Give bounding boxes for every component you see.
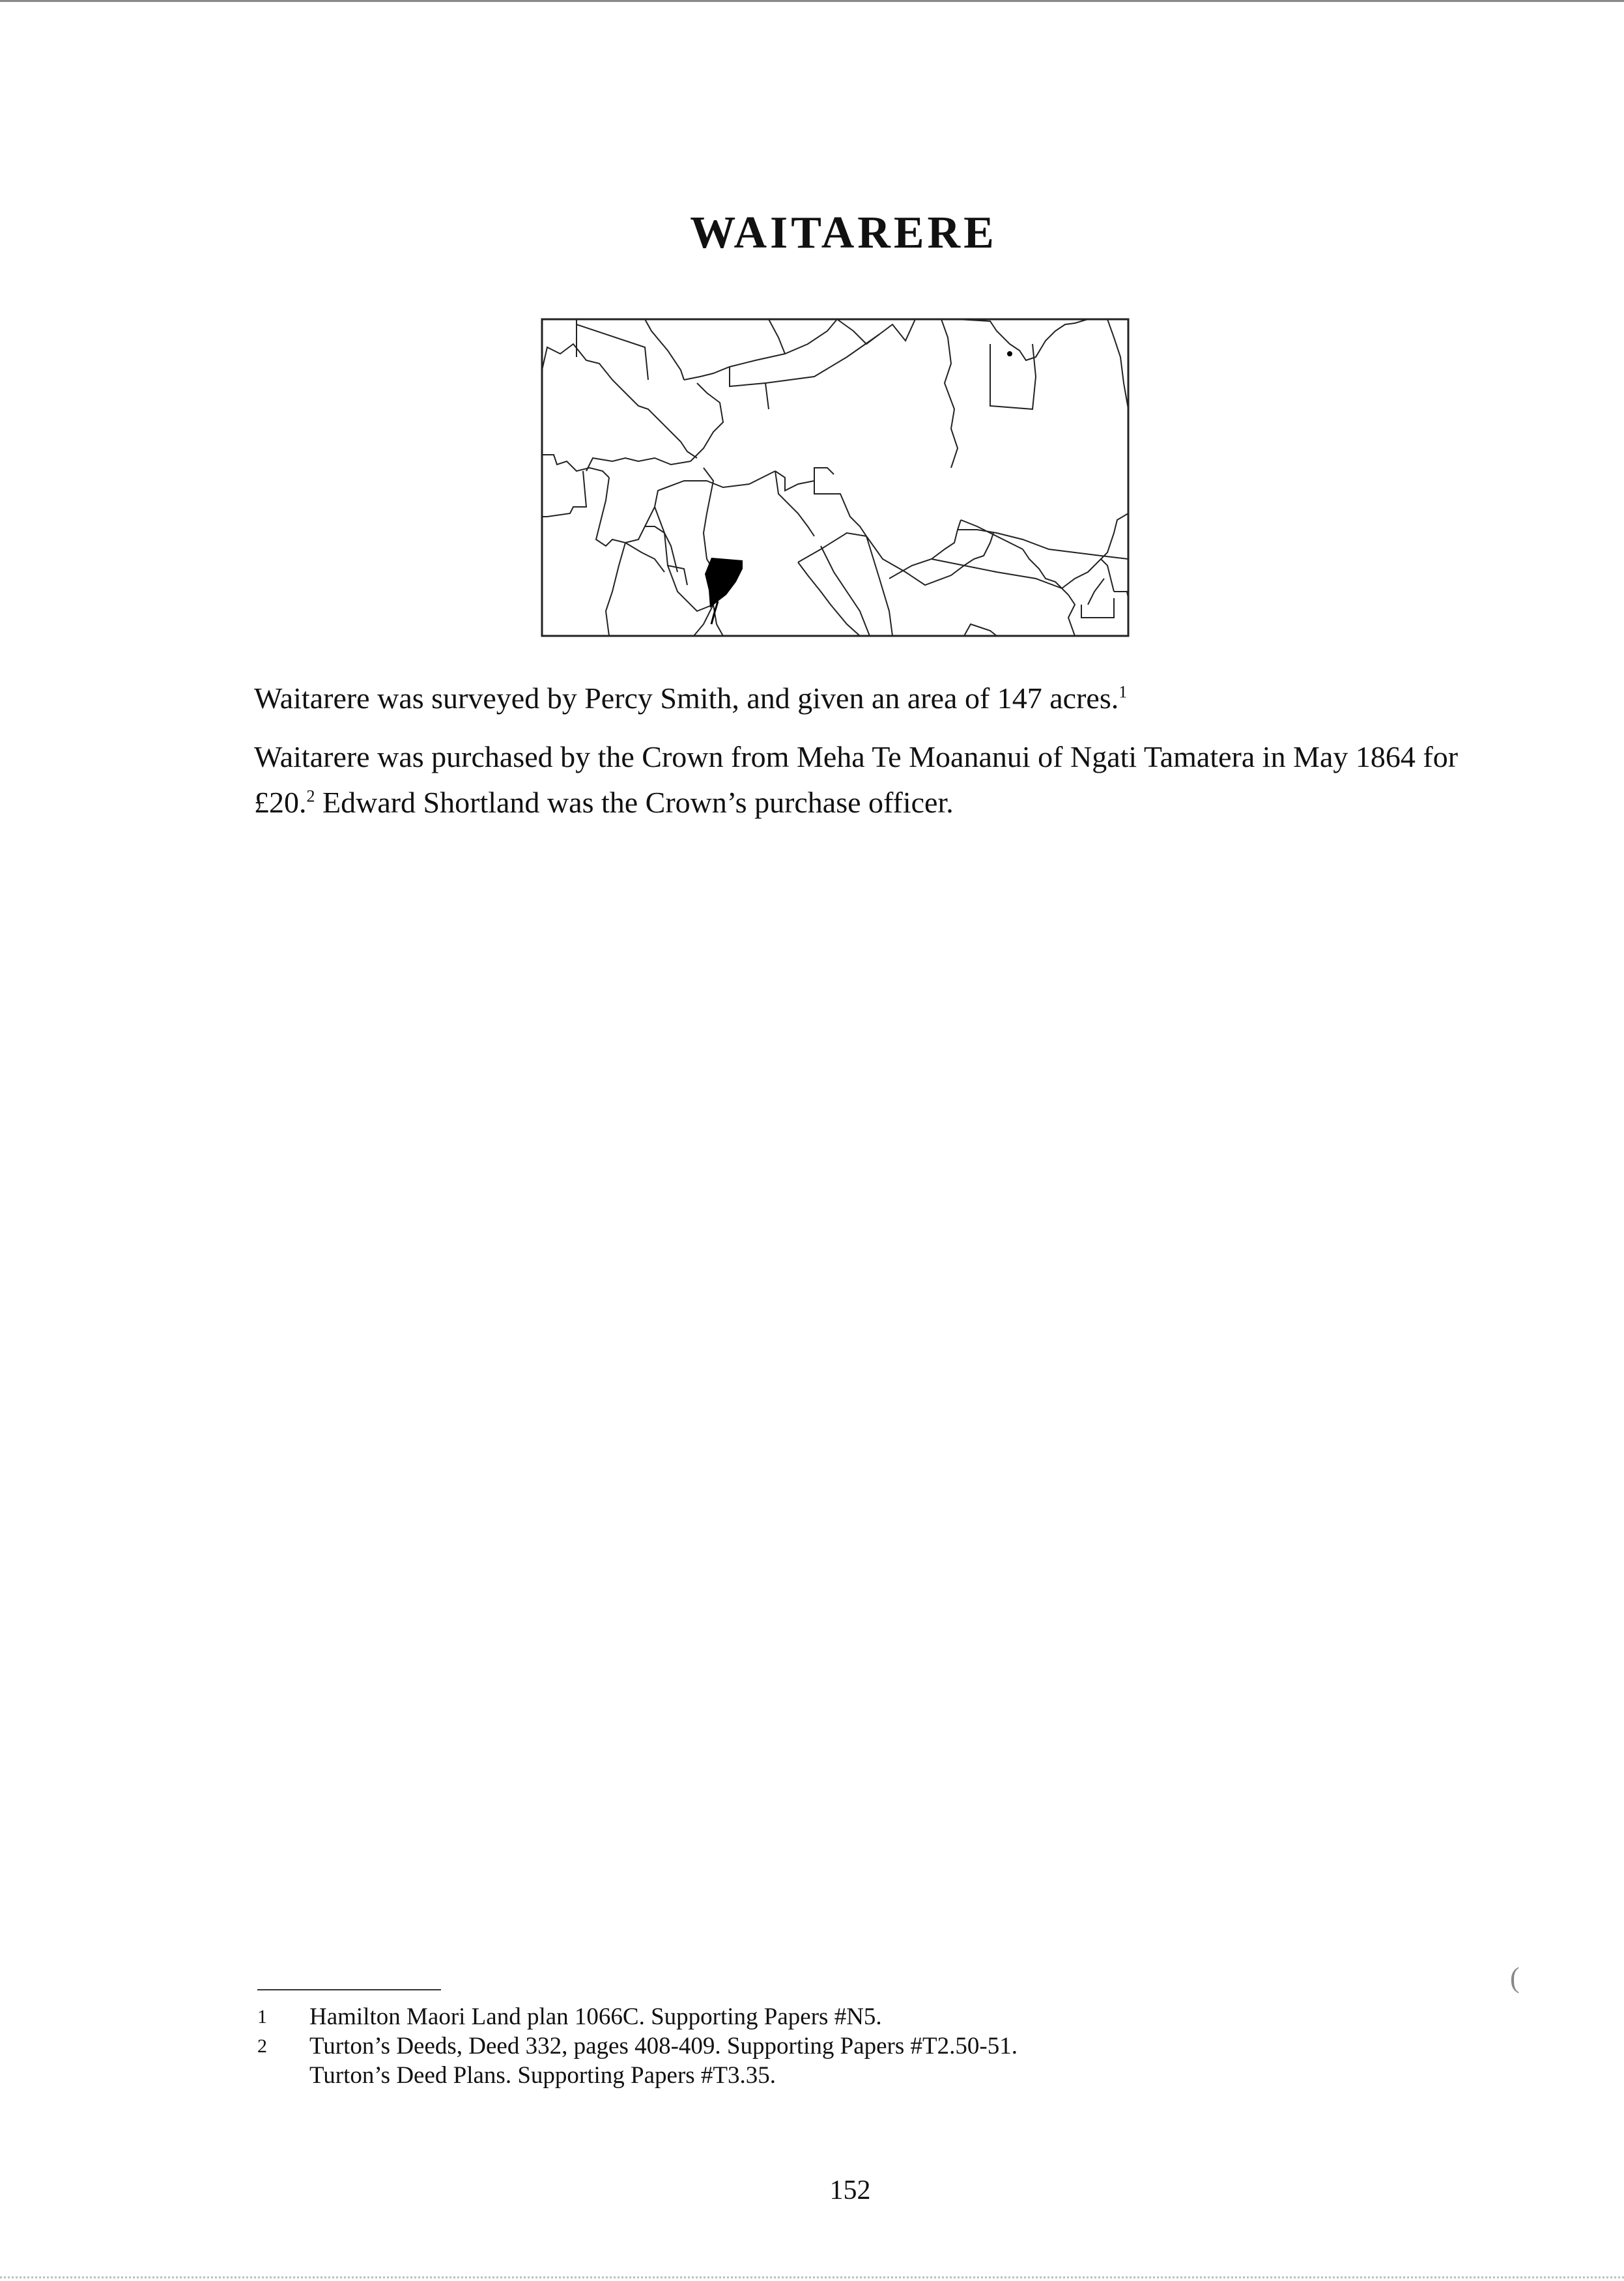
paragraph-purchase-text-b: Edward Shortland was the Crown’s purchase officer. xyxy=(315,786,954,819)
page-title: WAITARERE xyxy=(690,208,997,258)
paragraph-purchase xyxy=(254,734,1459,825)
footnote-text: Hamilton Maori Land plan 1066C. Supporting Papers #N5. xyxy=(309,2003,882,2030)
footnote-number: 1 xyxy=(257,2006,267,2028)
bottom-edge-rule xyxy=(0,2276,1624,2278)
footnote-2 xyxy=(257,2031,1430,2061)
margin-mark: ( xyxy=(1510,1962,1520,1994)
footnote-ref-1: 1 xyxy=(1118,682,1128,702)
top-edge-rule xyxy=(0,0,1624,2)
page-number: 152 xyxy=(829,2175,871,2205)
map-border xyxy=(542,319,1128,636)
paragraph-purchase-text-a: Waitarere was purchased by the Crown from Meha Te Moananui of Ngati Tamatera in May 1864 for £20. xyxy=(254,740,1459,819)
map-marker xyxy=(1007,351,1012,356)
footnotes xyxy=(257,2002,1430,2090)
footnote-text: Turton’s Deeds, Deed 332, pages 408-409. Supporting Papers #T2.50-51. xyxy=(309,2033,1018,2059)
location-map xyxy=(541,318,1130,637)
footnote-number: 2 xyxy=(257,2035,267,2057)
footnote-divider xyxy=(257,1989,441,1990)
paragraph-survey-text: Waitarere was surveyed by Percy Smith, and given an area of 147 acres. xyxy=(254,681,1119,715)
footnote-text: Turton’s Deed Plans. Supporting Papers #T3.35. xyxy=(309,2062,776,2089)
footnote-2-continued xyxy=(257,2061,1430,2090)
paragraph-survey xyxy=(254,676,1459,721)
footnote-1 xyxy=(257,2002,1430,2031)
footnote-ref-2: 2 xyxy=(306,786,315,806)
